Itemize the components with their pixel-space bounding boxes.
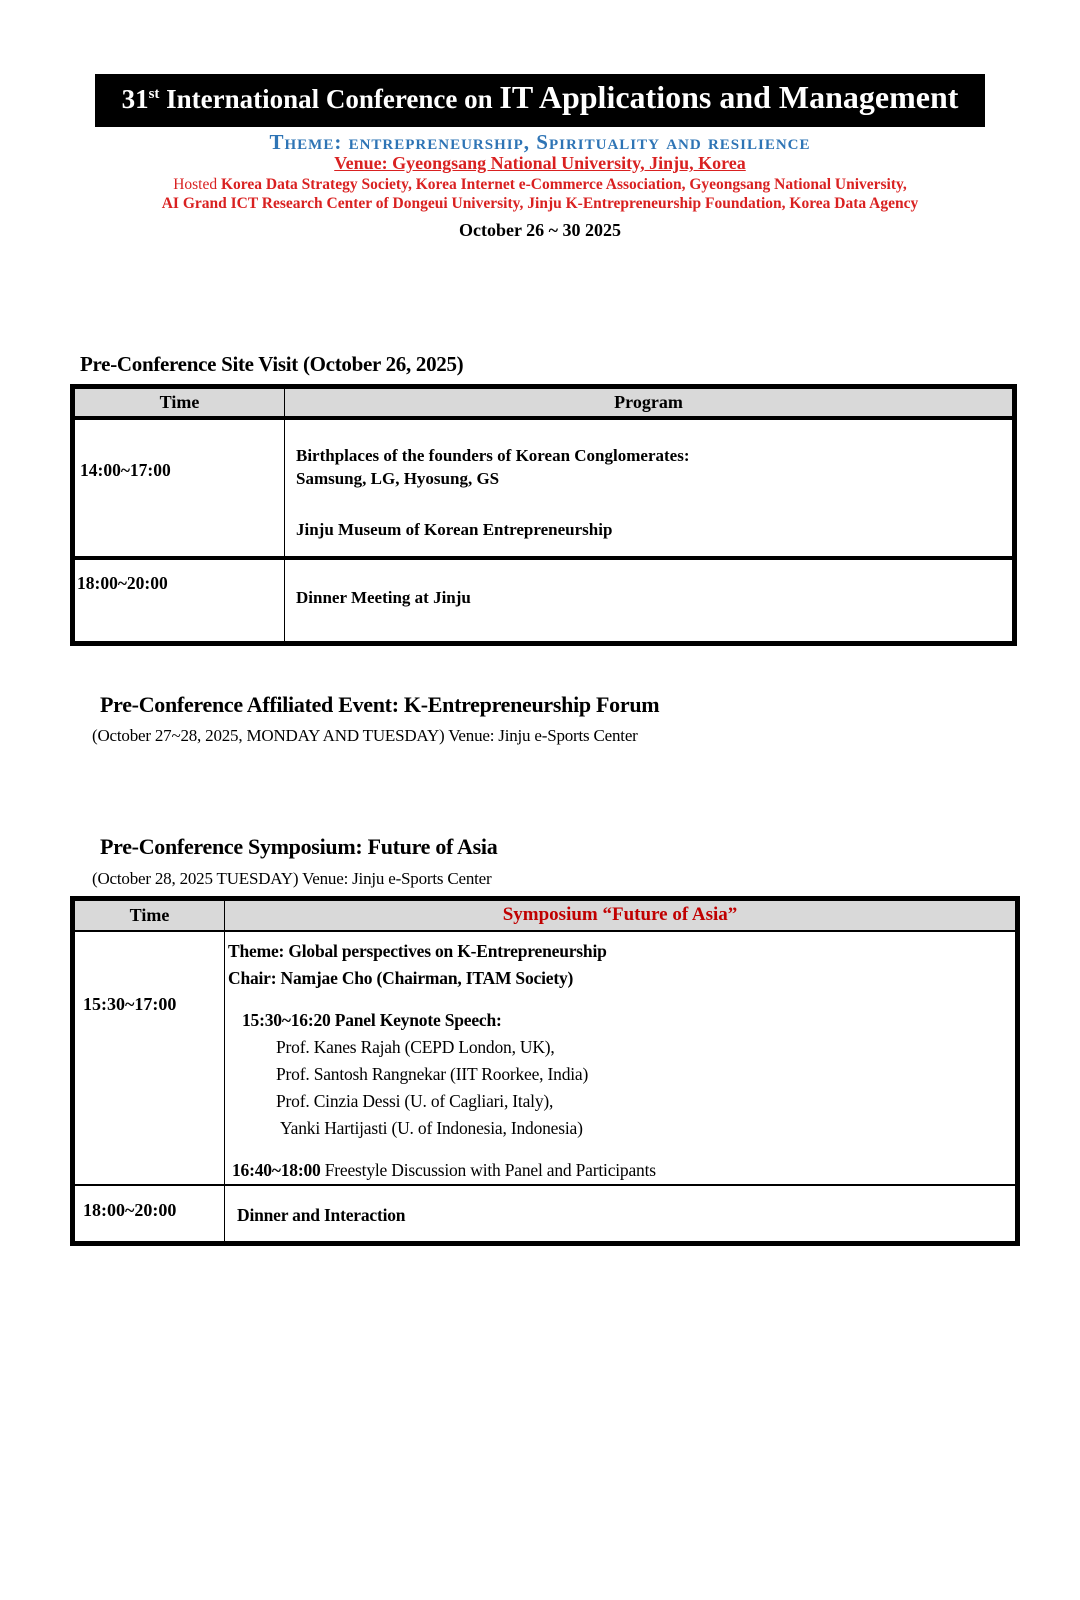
conference-venue: Venue: Gyeongsang National University, Jinju, Korea — [334, 153, 746, 173]
site-visit-heading: Pre-Conference Site Visit (October 26, 2025) — [80, 352, 464, 376]
conference-number-ordinal: st — [148, 86, 160, 102]
affiliated-event-details: (October 27~28, 2025, MONDAY AND TUESDAY) Venue: Jinju e-Sports Center — [92, 726, 638, 745]
panelist: Prof. Cinzia Dessi (U. of Cagliari, Italy), — [276, 1090, 554, 1111]
symposium-details: (October 28, 2025 TUESDAY) Venue: Jinju e-Sports Center — [92, 869, 492, 888]
table-row — [73, 1185, 1018, 1244]
panelist: Prof. Kanes Rajah (CEPD London, UK), — [276, 1036, 555, 1057]
symposium-row1-program — [225, 931, 1018, 1185]
conference-title-first-part — [122, 84, 500, 114]
site-visit-time-header: Time — [73, 387, 285, 418]
panelist-list — [228, 1034, 1009, 1142]
discussion-text: Freestyle Discussion with Panel and Participants — [324, 1159, 656, 1180]
freestyle-discussion-line — [232, 1157, 1009, 1184]
symposium-title-header: Symposium “Future of Asia” — [225, 899, 1018, 931]
discussion-time: 16:40~18:00 — [232, 1159, 321, 1180]
program-line: Birthplaces of the founders of Korean Conglomerates: — [296, 445, 690, 465]
hosted-organizations-line1: Korea Data Strategy Society, Korea Internet e-Commerce Association, Gyeongsang National University, — [221, 176, 907, 193]
conference-title-text: International Conference on — [159, 84, 500, 114]
conference-title-banner — [95, 74, 985, 127]
site-visit-header-row — [73, 387, 1015, 418]
blank-line — [296, 490, 1002, 518]
site-visit-row2-time: 18:00~20:00 — [73, 558, 285, 644]
symposium-row1-time: 15:30~17:00 — [73, 931, 225, 1185]
site-visit-program-header: Program — [285, 387, 1015, 418]
hosted-organizations-line2: AI Grand ICT Research Center of Dongeui University, Jinju K-Entrepreneurship Foundation, Korea Data Agency — [161, 194, 919, 212]
keynote-speech-heading: 15:30~16:20 Panel Keynote Speech: — [242, 1009, 502, 1030]
symposium-chair-line: Chair: Namjae Cho (Chairman, ITAM Society) — [228, 967, 574, 988]
program-line: Samsung, LG, Hyosung, GS — [296, 468, 500, 488]
site-visit-table — [70, 384, 1017, 646]
hosted-prefix: Hosted — [173, 176, 221, 193]
site-visit-row1-program — [285, 418, 1015, 558]
symposium-header-row — [73, 899, 1018, 931]
panelist: Yanki Hartijasti (U. of Indonesia, Indonesia) — [280, 1117, 583, 1138]
site-visit-row2-program: Dinner Meeting at Jinju — [285, 558, 1015, 644]
program-line: Jinju Museum of Korean Entrepreneurship — [296, 519, 613, 539]
symposium-row2-program: Dinner and Interaction — [225, 1185, 1018, 1244]
conference-number: 31 — [121, 84, 149, 114]
conference-title-emphasis: IT Applications and Management — [499, 79, 959, 115]
symposium-table — [70, 896, 1020, 1246]
symposium-row2-time: 18:00~20:00 — [73, 1185, 225, 1244]
table-row — [73, 558, 1015, 644]
conference-dates: October 26 ~ 30 2025 — [458, 220, 621, 240]
blank-line — [228, 992, 1009, 1007]
hosted-by — [0, 176, 1080, 213]
site-visit-row1-time: 14:00~17:00 — [73, 418, 285, 558]
affiliated-event-heading: Pre-Conference Affiliated Event: K-Entrepreneurship Forum — [100, 692, 660, 717]
blank-line — [228, 1142, 1009, 1157]
symposium-time-header: Time — [73, 899, 225, 931]
panelist: Prof. Santosh Rangnekar (IIT Roorkee, India) — [276, 1063, 589, 1084]
symposium-theme-line: Theme: Global perspectives on K-Entrepreneurship — [228, 940, 607, 961]
table-row — [73, 931, 1018, 1185]
conference-program-page — [0, 74, 1080, 1246]
conference-theme: Theme: entrepreneurship, Spirituality and resilience — [269, 130, 811, 154]
symposium-heading: Pre-Conference Symposium: Future of Asia — [100, 834, 498, 859]
table-row — [73, 418, 1015, 558]
